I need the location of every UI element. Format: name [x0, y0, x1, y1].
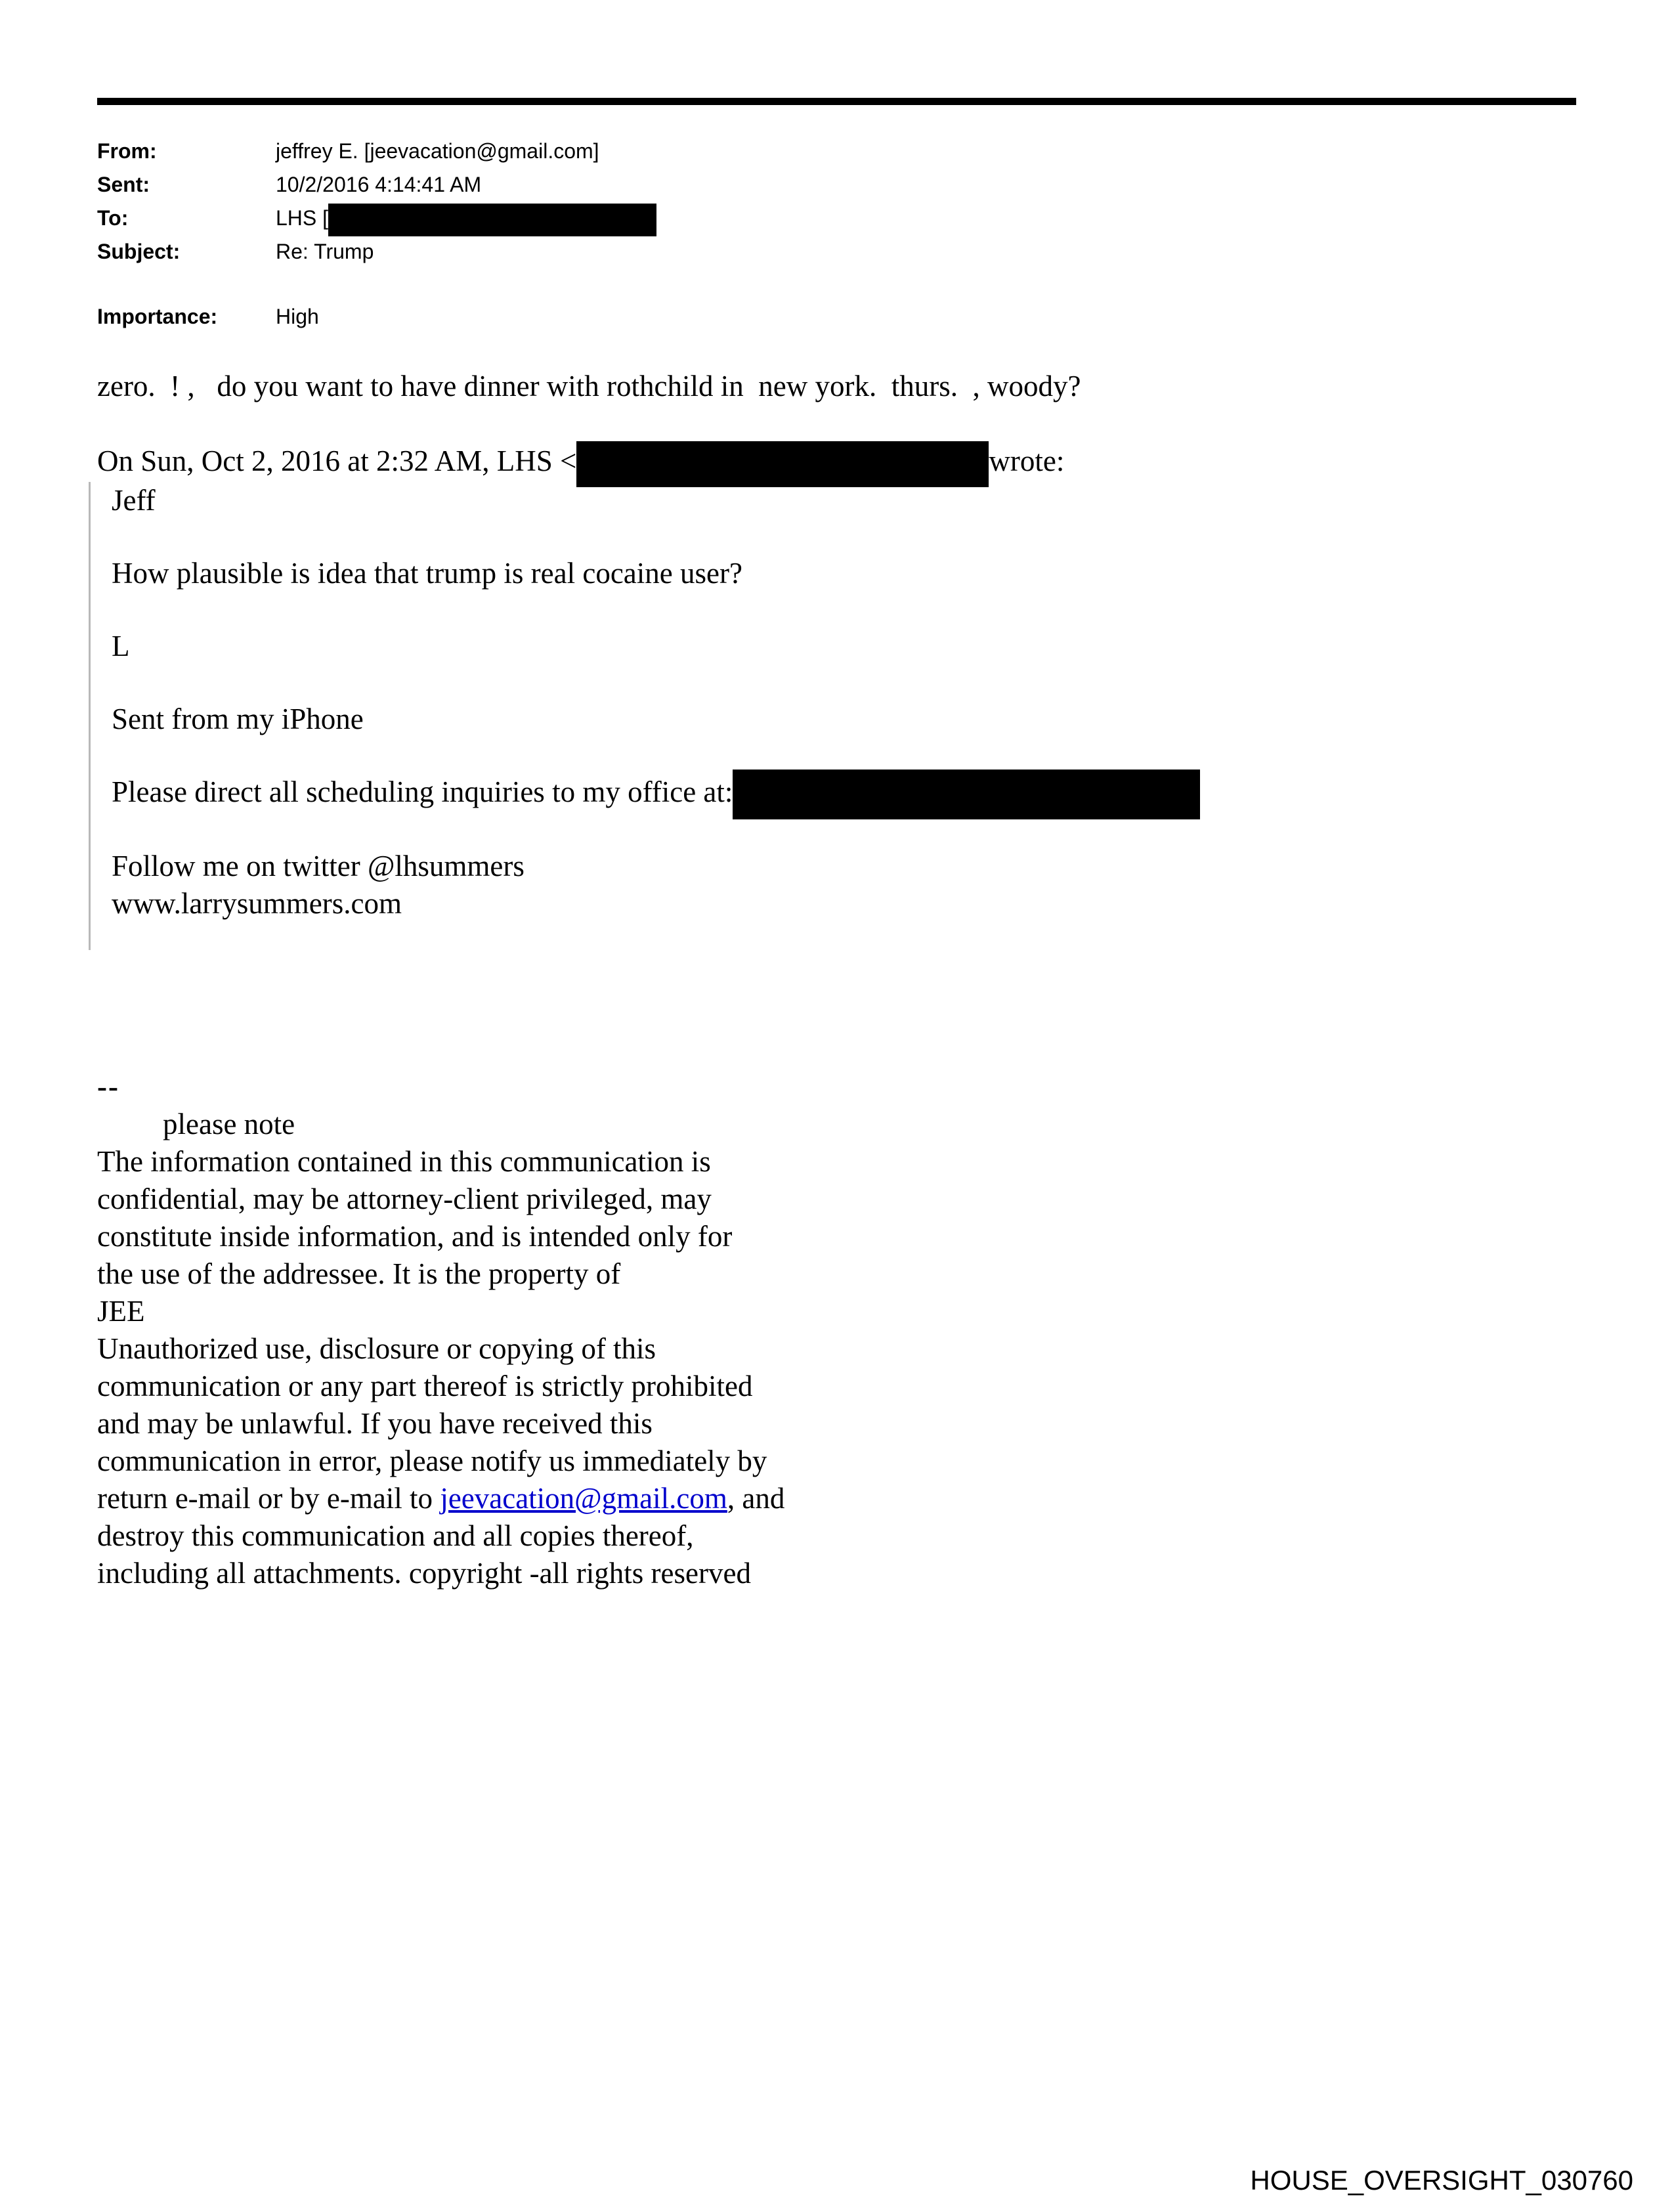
email-header-block [97, 135, 656, 334]
scheduling-prefix: Please direct all scheduling inquiries to my office at: [112, 775, 733, 808]
quote-attribution-prefix: On Sun, Oct 2, 2016 at 2:32 AM, LHS < [97, 445, 577, 477]
blank-line [112, 738, 1582, 773]
reply-text: zero. ! , do you want to have dinner with rothchild in new york. thurs. , woody? [97, 370, 1081, 402]
redaction-bar-recipient-email [328, 204, 656, 236]
from-row [97, 135, 656, 168]
sent-row [97, 168, 656, 202]
importance-row [97, 300, 656, 334]
disclaimer-line: constitute inside information, and is intended only for [97, 1220, 733, 1253]
disclaimer-line: confidential, may be attorney-client privileged, may [97, 1182, 712, 1216]
quoted-greeting: Jeff [112, 483, 156, 517]
to-label: To: [97, 206, 129, 230]
sent-from-iphone-line: Sent from my iPhone [112, 702, 364, 735]
email-body [97, 368, 1582, 1592]
subject-row [97, 235, 656, 269]
disclaimer-line: communication or any part thereof is strictly prohibited [97, 1370, 753, 1403]
disclaimer-line: communication in error, please notify us immediately by [97, 1444, 767, 1478]
quote-attribution-suffix: wrote: [989, 445, 1065, 477]
subject-value: Re: Trump [276, 240, 374, 263]
importance-label: Importance: [97, 305, 218, 328]
redaction-bar-office-contact [733, 770, 1200, 819]
disclaimer-line: the use of the addressee. It is the property of [97, 1257, 621, 1291]
link-line-prefix: return e-mail or by e-mail to [97, 1482, 440, 1515]
from-label: From: [97, 139, 157, 163]
disclaimer-line: The information contained in this communication is [97, 1145, 711, 1179]
sent-value: 10/2/2016 4:14:41 AM [276, 173, 482, 196]
redaction-bar-sender-email [576, 441, 989, 487]
from-value: jeffrey E. [jeevacation@gmail.com] [276, 139, 599, 163]
to-row [97, 202, 656, 235]
bates-number: HOUSE_OVERSIGHT_030760 [1250, 2165, 1633, 2196]
link-line-suffix: , and [727, 1482, 785, 1515]
to-value: LHS [ [276, 206, 329, 230]
separator-dashes: -- [97, 1070, 119, 1104]
disclaimer-line: including all attachments. copyright -all rights reserved [97, 1557, 751, 1590]
website-line: www.larrysummers.com [112, 887, 402, 921]
subject-label: Subject: [97, 240, 181, 263]
blank-line [112, 592, 1582, 628]
sent-label: Sent: [97, 173, 150, 196]
blank-line [112, 665, 1582, 701]
twitter-line: Follow me on twitter @lhsummers [112, 850, 525, 883]
header-divider [97, 98, 1576, 105]
disclaimer-line: destroy this communication and all copies thereof, [97, 1519, 694, 1553]
scheduling-line [112, 773, 1582, 813]
please-note-label: please note [163, 1108, 295, 1141]
importance-value: High [276, 305, 319, 328]
quoted-signoff: L [112, 629, 130, 662]
quote-attribution [97, 443, 1582, 482]
blank-line [112, 519, 1582, 555]
disclaimer-line: Unauthorized use, disclosure or copying of this [97, 1332, 656, 1366]
quoted-question: How plausible is idea that trump is real cocaine user? [112, 556, 742, 590]
quoted-message [89, 482, 1582, 951]
email-link[interactable]: jeevacation@gmail.com [440, 1482, 727, 1515]
disclaimer-line: and may be unlawful. If you have received this [97, 1407, 653, 1441]
disclaimer-line: JEE [97, 1295, 145, 1328]
disclaimer-link-line [97, 1480, 1582, 1517]
